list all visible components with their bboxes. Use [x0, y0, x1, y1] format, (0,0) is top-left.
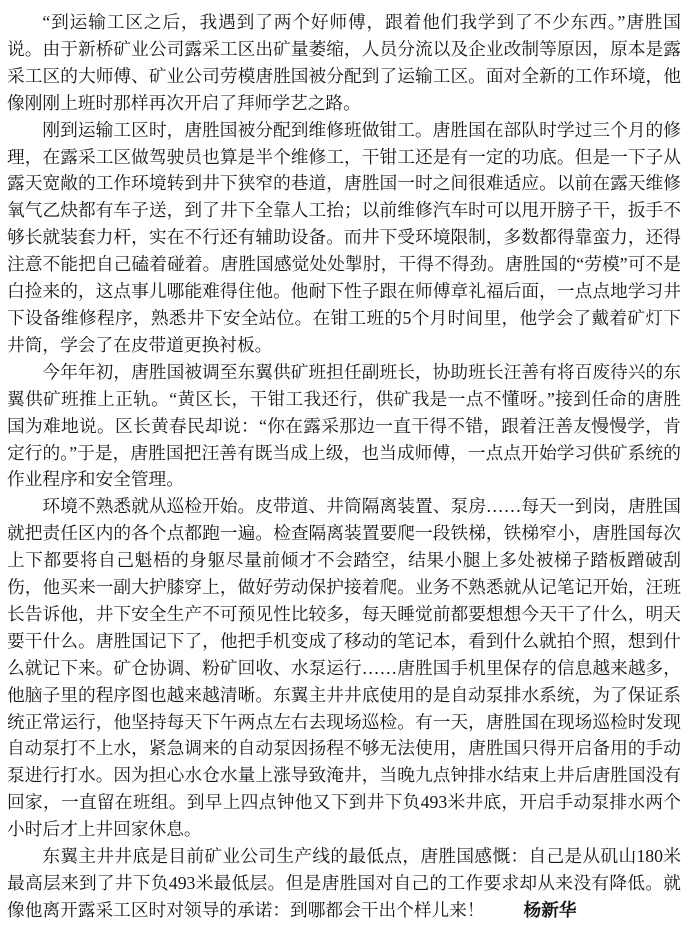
paragraph-4: 环境不熟悉就从巡检开始。皮带道、井筒隔离装置、泵房……每天一到岗，唐胜国就把责任区内的各个点都跑一遍。检查隔离装置要爬一段铁梯，铁梯窄小，唐胜国每次上下都要将自己魁梧的身躯尽量前倾才不会踏空，结果小腿上多处被梯子踏板蹭破刮伤，他买来一副大护膝穿上，做好劳动保护接着爬。业务不熟悉就从记笔记开始，汪班长告诉他，井下安全生产不可预见性比较多，每天睡觉前都要想想今天干了什么，明天要干什么。唐胜国记下了，他把手机变成了移动的笔记本，看到什么就拍个照，想到什么就记下来。矿仓协调、粉矿回收、水泵运行……唐胜国手机里保存的信息越来越多，他脑子里的程序图也越来越清晰。东翼主井井底使用的是自动泵排水系统，为了保证系统正常运行，他坚持每天下午两点左右去现场巡检。有一天，唐胜国在现场巡检时发现自动泵打不上水，紧急调来的自动泵因扬程不够无法使用，唐胜国只得开启备用的手动泵进行打水。因为担心水仓水量上涨导致淹井，当晚九点钟排水结束上井后唐胜国没有回家，一直留在班组。到早上四点钟他又下到井下负493米井底，开启手动泵排水两个小时后才上井回家休息。 [7, 496, 681, 840]
paragraph-2: 刚到运输工区时，唐胜国被分配到维修班做钳工。唐胜国在部队时学过三个月的修理，在露采工区做驾驶员也算是半个维修工，干钳工还是有一定的功底。但是一下子从露天宽敞的工作环境转到井下狭窄的巷道，唐胜国一时之间很难适应。以前在露天维修氧气乙炔都有车子送，到了井下全靠人工抬；以前维修汽车时可以甩开膀子干，扳手不够长就装套力杆，实在不行还有辅助设备。而井下受环境限制，多数都得靠蛮力，还得注意不能把自己磕着碰着。唐胜国感觉处处掣肘，干得不得劲。唐胜国的“劳模”可不是白捡来的，这点事儿哪能难得住他。他耐下性子跟在师傅章礼福后面，一点点地学习井下设备维修程序，熟悉井下安全站位。在钳工班的5个月时间里，他学会了戴着矿灯下井筒，学会了在皮带道更换衬板。 [7, 119, 681, 355]
paragraph-5-text: 东翼主井井底是目前矿业公司生产线的最低点，唐胜国感慨：自己是从矶山180米最高层来到了井下负493米最低层。但是唐胜国对自己的工作要求却从来没有降低。就像他离开露采工区时对领导的承诺：到哪都会干出个样儿来！ [7, 846, 681, 920]
article-body [7, 9, 681, 924]
paragraph-5 [7, 843, 681, 924]
paragraph-1: “到运输工区之后，我遇到了两个好师傅，跟着他们我学到了不少东西。”唐胜国说。由于新桥矿业公司露采工区出矿量萎缩，人员分流以及企业改制等原因，原本是露采工区的大师傅、矿业公司劳模唐胜国被分配到了运输工区。面对全新的工作环境，他像刚刚上班时那样再次开启了拜师学艺之路。 [7, 12, 681, 113]
paragraph-3: 今年年初，唐胜国被调至东翼供矿班担任副班长，协助班长汪善有将百废待兴的东翼供矿班推上正轨。“黄区长，干钳工我还行，供矿我是一点不懂呀。”接到任命的唐胜国为难地说。区长黄春民却说：“你在露采那边一直干得不错，跟着汪善友慢慢学，肯定行的。”于是，唐胜国把汪善有既当成上级，也当成师傅，一点点开始学习供矿系统的作业程序和安全管理。 [7, 361, 681, 490]
author-name: 杨新华 [523, 899, 577, 920]
